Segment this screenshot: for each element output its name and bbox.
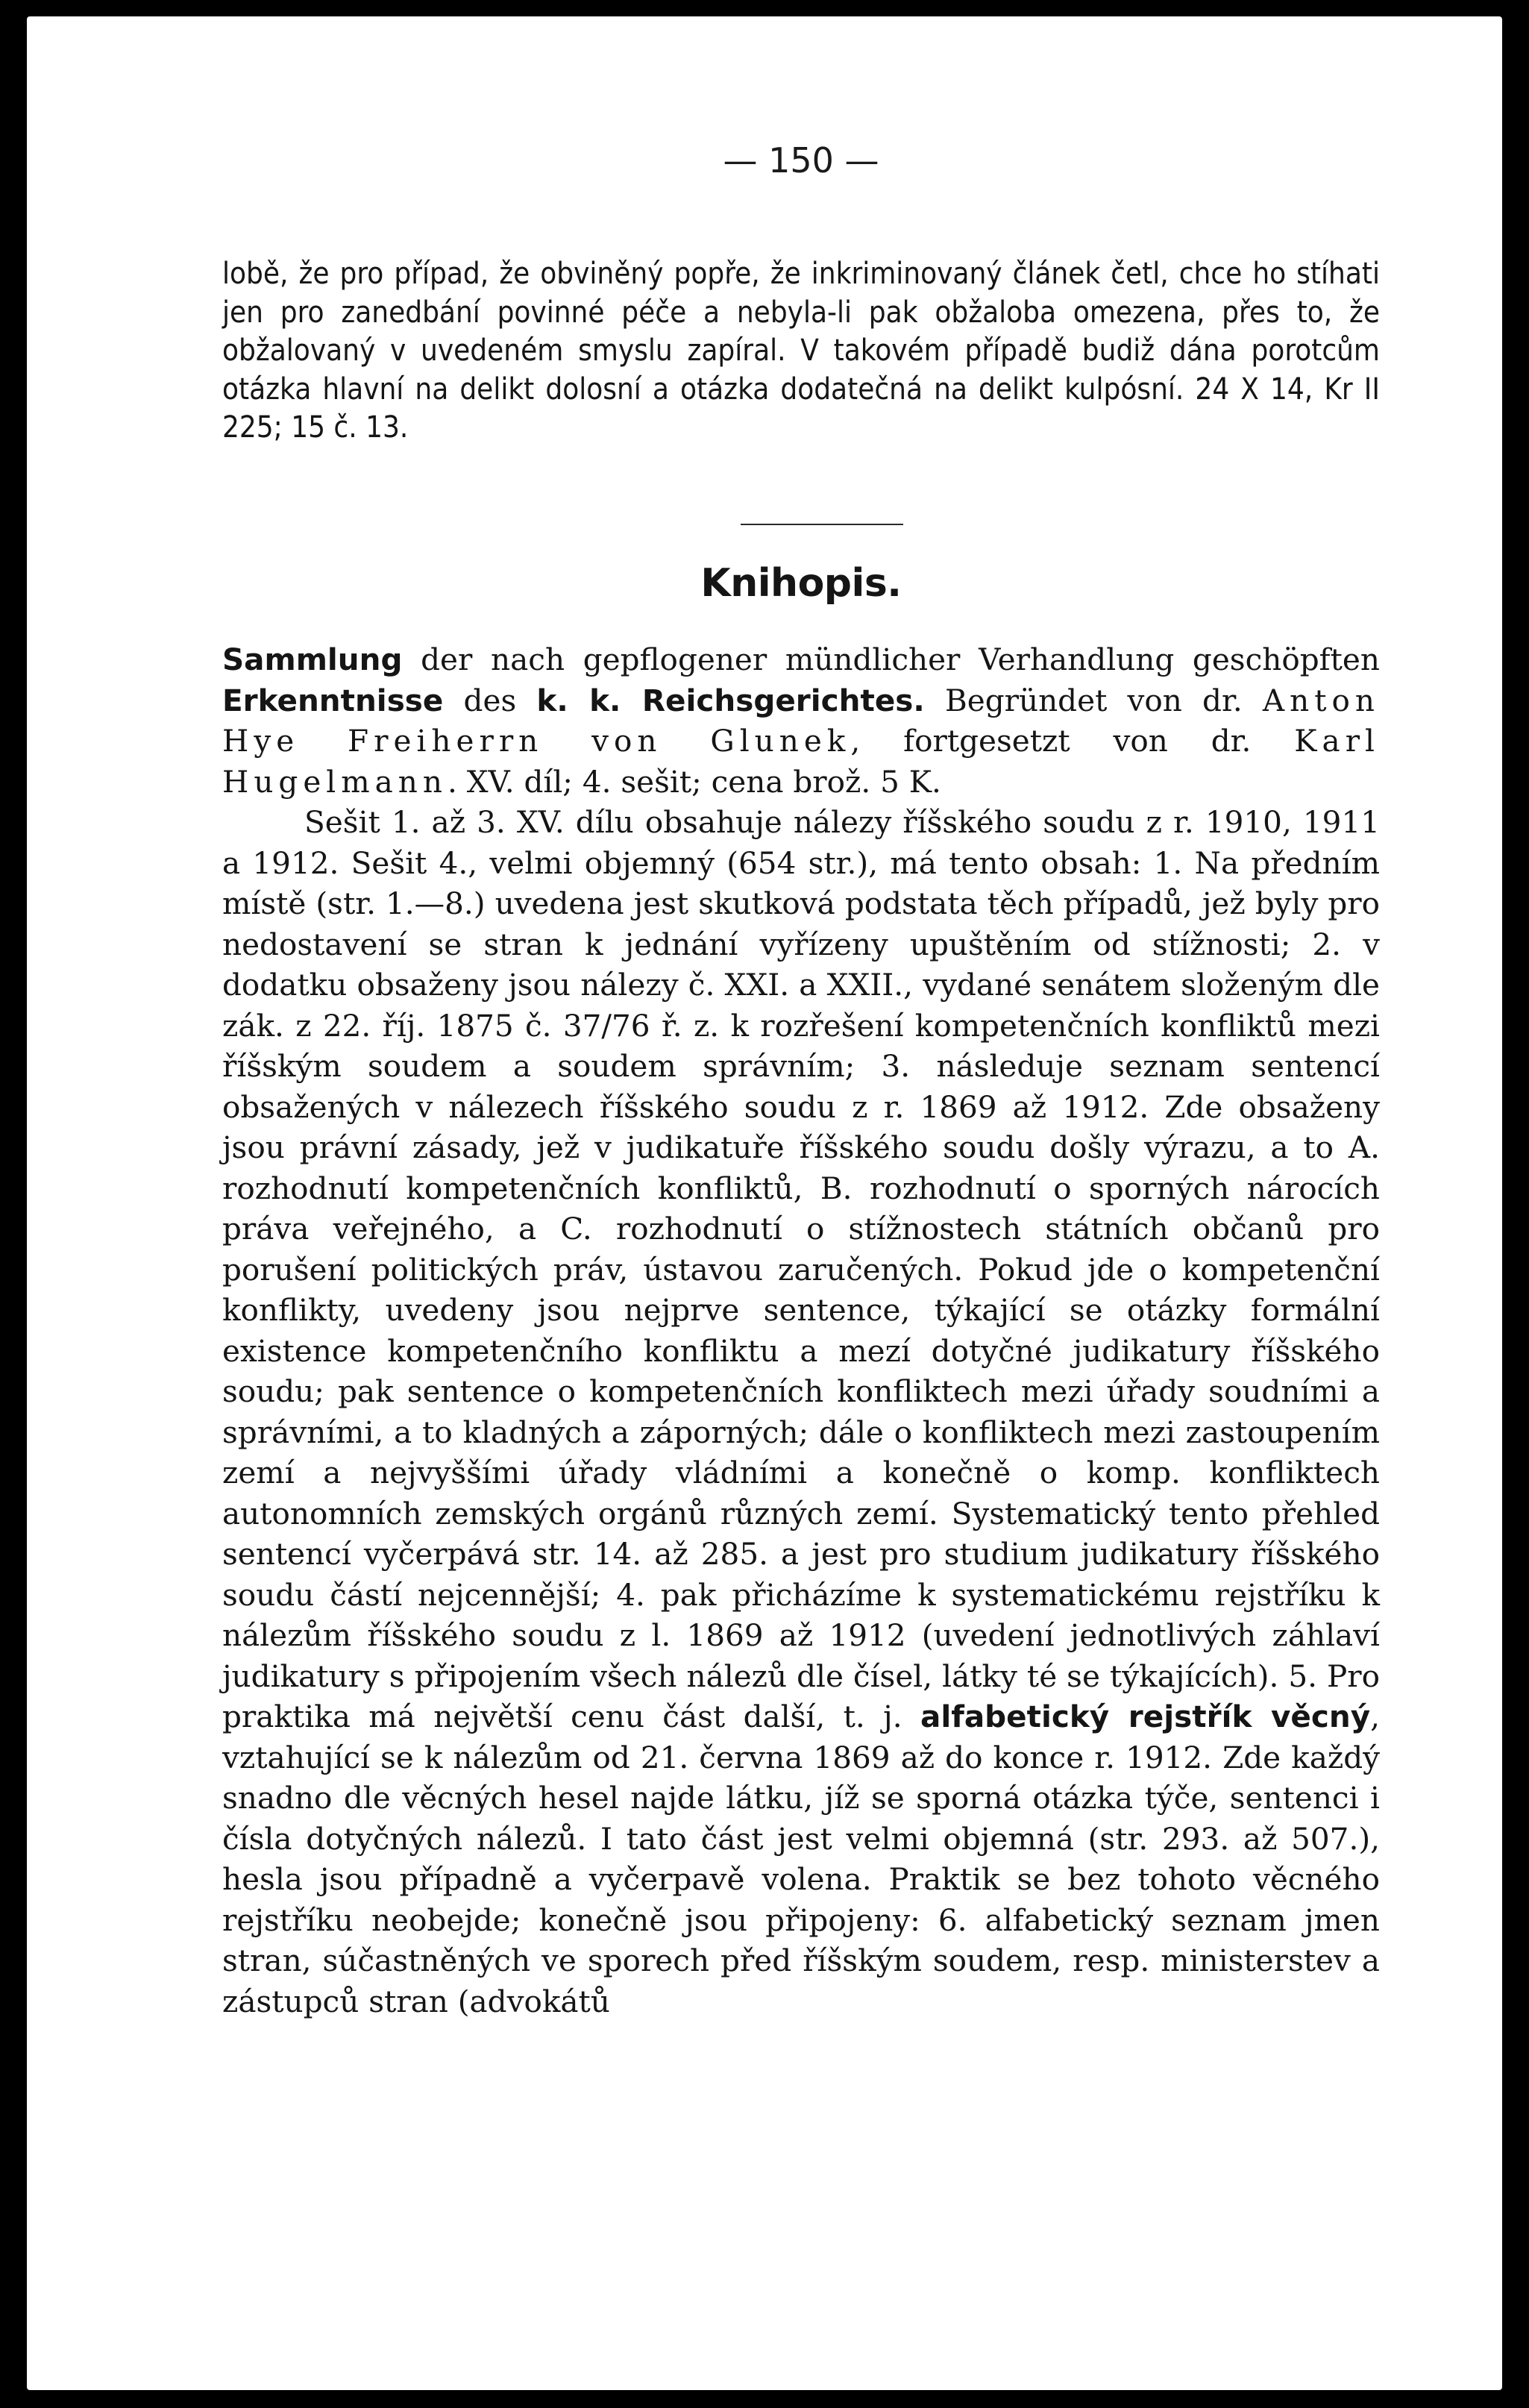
book-title-reichsgericht: k. k. Reichsgerichtes. bbox=[536, 682, 925, 718]
book-title-sammlung: Sammlung bbox=[222, 642, 403, 677]
review-text-b: , vztahující se k nálezům od 21. června 1869 až do konce r. 1912. Zde každý snadno dle věcných hesel najde látku, jíž se sporná otázka týče, sentenci i čísla dotyčných nálezů. I tato část jest velmi objemná (str. 293. až 507.), hesla jsou případně a vyčerpavě volena. Praktik se bez tohoto věcného rejstříku neobejde; konečně jsou připojeny: 6. alfabetický seznam jmen stran, súčastněných ve sporech před říšským soudem, resp. ministerstev a zástupců stran (advokátů bbox=[222, 1699, 1380, 2019]
book-details: . XV. díl; 4. sešit; cena brož. 5 K. bbox=[447, 763, 941, 800]
book-title-part: der nach gepflogener mündlicher Verhandlung geschöpften bbox=[402, 642, 1380, 677]
book-author-1: Anton Hye Freiherrn von Glunek bbox=[222, 682, 1380, 759]
review-text-a: Sešit 1. až 3. XV. dílu obsahuje nálezy říšského soudu z r. 1910, 1911 a 1912. Sešit 4., velmi objemný (654 str.), má tento obsah: 1. Na předním místě (str. 1.—8.) uvedena jest skutková podstata těch případů, jež byly pro nedostavení se stran k jednání vyřízeny upuštěním od stížnosti; 2. v dodatku obsaženy jsou nálezy č. XXI. a XXII., vydané senátem složeným dle zák. z 22. říj. 1875 č. 37/76 ř. z. k rozřešení kompetenčních konfliktů mezi říšským soudem a soudem správním; 3. následuje seznam sentencí obsažených v nálezech říšského soudu z r. 1869 až 1912. Zde obsaženy jsou právní zásady, jež v judikatuře říšského soudu došly výrazu, a to A. rozhodnutí kompetenčních konfliktů, B. rozhodnutí o sporných nárocích práva veřejného, a C. rozhodnutí o stížnostech státních občanů pro porušení politických práv, ústavou zaručených. Pokud jde o kompetenční konflikty, uvedeny jsou nejprve sentence, týkající se otázky formální existence kompetenčního konfliktu a mezí dotyčné judikatury říšského soudu; pak sentence o kompetenčních konfliktech mezi úřady soudními a správními, a to kladných a záporných; dále o konfliktech mezi zastoupením zemí a nejvyššími úřady vládními a konečně o komp. konfliktech autonomních zemských orgánů různých zemí. Systematický tento přehled sentencí vyčerpává str. 14. až 285. a jest pro studium judikatury říšského soudu částí nejcennější; 4. pak přicházíme k systematickému rejstříku k nálezům říšského soudu z l. 1869 až 1912 (uvedení jednotlivých záhlaví judikatury s připojením všech nálezů dle čísel, látky té se týkajících). 5. Pro praktika má největší cenu část další, t. j. bbox=[222, 804, 1380, 1734]
book-author-2: Karl Hugelmann bbox=[222, 723, 1381, 800]
scanned-page bbox=[27, 16, 1502, 2390]
section-divider bbox=[741, 524, 903, 525]
section-heading: Knihopis. bbox=[700, 561, 902, 606]
book-continued: , fortgesetzt von dr. bbox=[850, 723, 1295, 759]
page-number: — 150 — bbox=[723, 140, 879, 181]
book-title-erkenntnisse: Erkenntnisse bbox=[222, 682, 444, 718]
book-citation bbox=[222, 639, 1380, 802]
book-review-body bbox=[222, 802, 1380, 2022]
book-title-part-2: des bbox=[443, 682, 537, 718]
book-founded: Begründet von dr. bbox=[924, 682, 1263, 718]
book-review bbox=[222, 639, 1380, 2022]
decision-text: lobě, že pro případ, že obviněný popře, že inkriminovaný článek četl, chce ho stíhati jen pro zanedbání povinné péče a nebyla-li pak obžaloba omezena, přes to, že obžalovaný v uvedeném smyslu zapíral. V takovém případě budiž dána porotcům otázka hlavní na delikt dolosní a otázka dodatečná na delikt kulpósní. 24 X 14, Kr II 225; 15 č. 13. bbox=[222, 257, 1380, 445]
review-bold-term: alfabetický rejstřík věcný bbox=[920, 1699, 1371, 1734]
